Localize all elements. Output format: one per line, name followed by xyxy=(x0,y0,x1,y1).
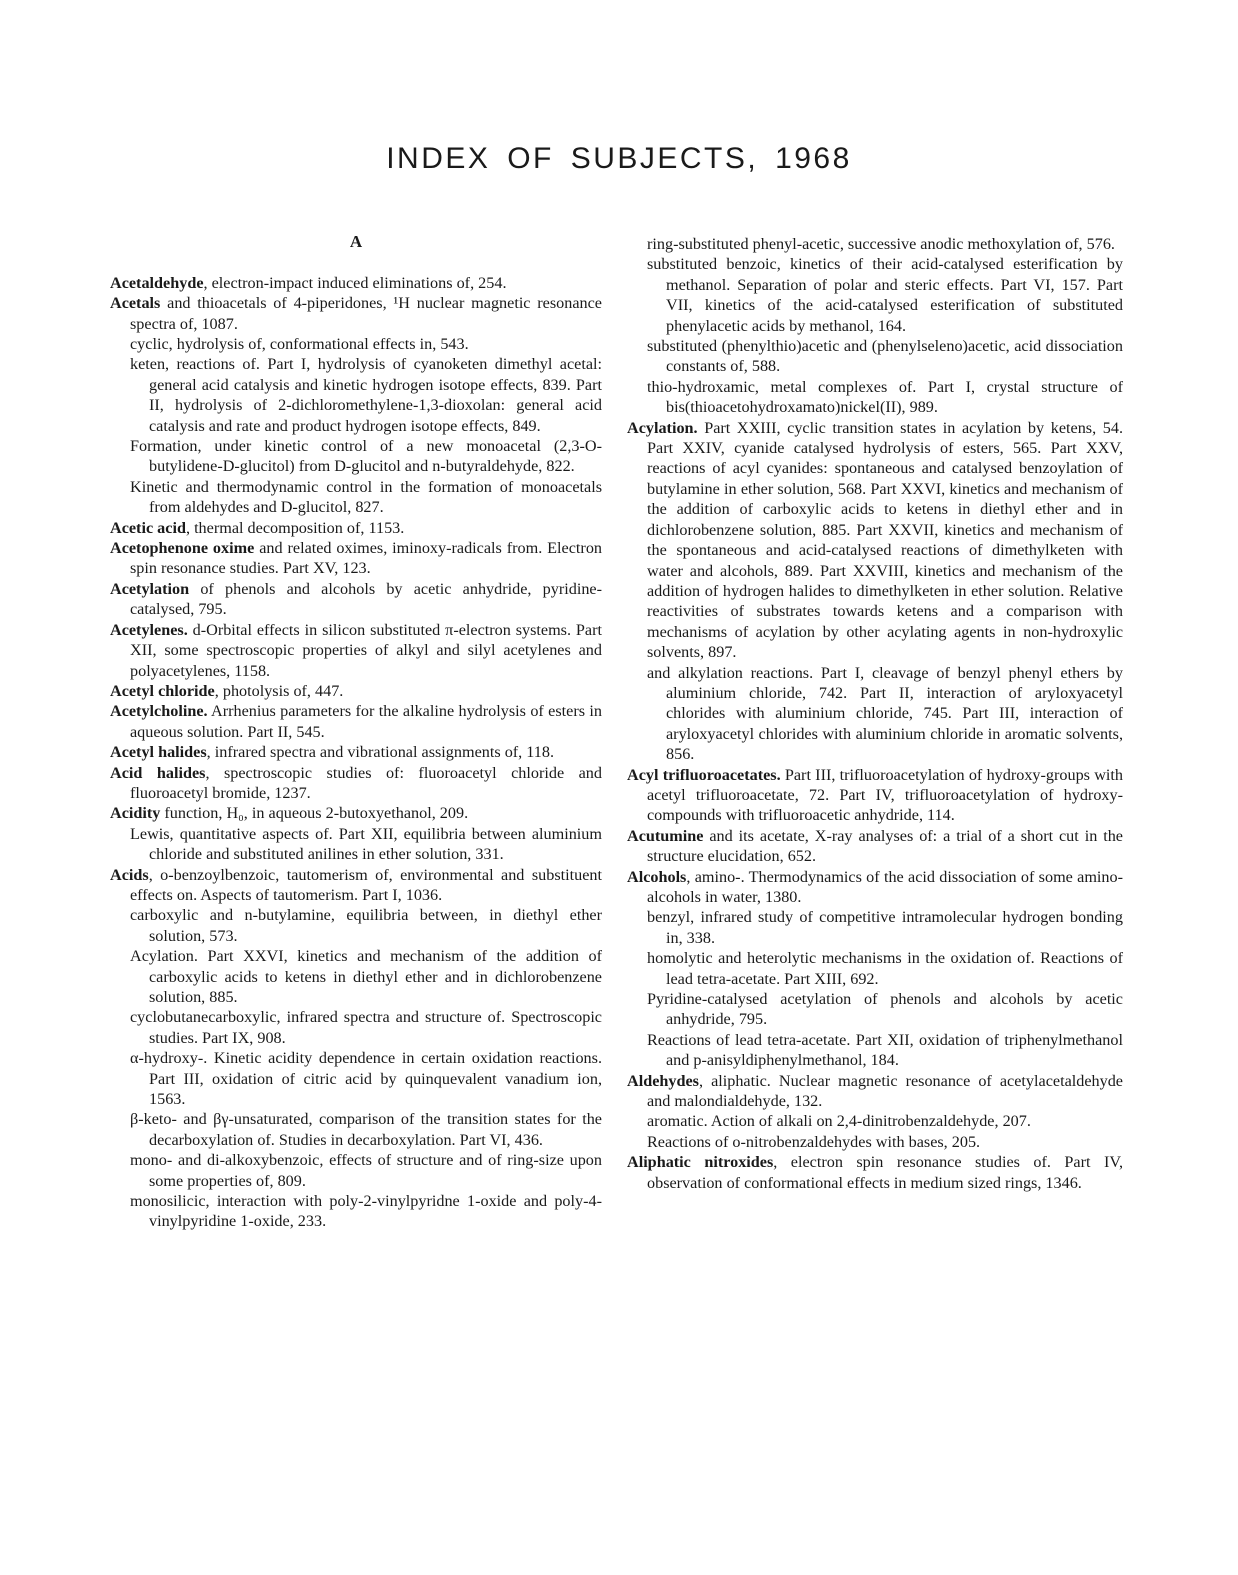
index-subentry xyxy=(627,234,1123,254)
left-entries xyxy=(110,273,602,1232)
index-subentry xyxy=(110,1150,602,1191)
index-subentry xyxy=(110,946,602,1007)
index-subentry xyxy=(110,1048,602,1109)
entry-text: Formation, under kinetic control of a new monoacetal (2,3-O-butylidene-D-glucitol) from D-glucitol and n-butyraldehyde, 822. xyxy=(130,437,602,476)
entry-text: Part XXIII, cyclic transition states in acylation by ketens, 54. Part XXIV, cyanide catalysed hydrolysis of esters, 565. Part XXV, reactions of acyl cyanides: spontaneous and catalysed benzoylation of butylamine in ether solution, 568. Part XXVI, kinetics and mechanism of the addition of carboxylic acids to ketens in diethyl ether and in dichlorobenzene solution, 885. Part XXVII, kinetics and mechanism of the spontaneous and acid-catalysed reactions of dimethylketen with water and alcohols, 889. Part XXVIII, kinetics and mechanism of the addition of hydrogen halides to dimethylketen in ether solution. Relative reactivities of substrates towards ketens and a comparison with mechanisms of acylation by other acylating agents in non-hydroxylic solvents, 897. xyxy=(647,418,1123,662)
entry-text: carboxylic and n-butylamine, equilibria between, in diethyl ether solution, 573. xyxy=(130,906,602,945)
entry-text: , infrared spectra and vibrational assignments of, 118. xyxy=(206,743,554,762)
entry-text: cyclic, hydrolysis of, conformational effects in, 543. xyxy=(130,335,469,353)
entry-text: mono- and di-alkoxybenzoic, effects of structure and of ring-size upon some properties of, 809. xyxy=(130,1151,602,1190)
entry-text: , amino-. Thermodynamics of the acid dissociation of some amino-alcohols in water, 1380. xyxy=(647,867,1123,906)
entry-heading: Acyl trifluoroacetates. xyxy=(627,765,781,784)
entry-text: of phenols and alcohols by acetic anhydride, pyridine-catalysed, 795. xyxy=(130,579,602,619)
index-subentry xyxy=(627,336,1123,377)
entry-heading: Aldehydes xyxy=(627,1071,699,1090)
entry-heading: Acetylenes. xyxy=(110,620,188,639)
entry-text: Reactions of o-nitrobenzaldehydes with bases, 205. xyxy=(647,1132,981,1151)
index-subentry xyxy=(627,989,1123,1030)
entry-text: function, H₀, in aqueous 2-butoxyethanol, 209. xyxy=(160,804,469,823)
index-entry xyxy=(110,620,602,681)
index-entry xyxy=(627,1071,1123,1112)
entry-text: d-Orbital effects in silicon substituted π-electron systems. Part XII, some spectroscopic properties of alkyl and silyl acetylenes and polyacetylenes, 1158. xyxy=(130,620,602,680)
index-subentry xyxy=(627,377,1123,418)
entry-text: , photolysis of, 447. xyxy=(214,681,344,700)
section-letter: A xyxy=(349,232,363,251)
entry-text: cyclobutanecarboxylic, infrared spectra and structure of. Spectroscopic studies. Part IX, 908. xyxy=(130,1008,602,1047)
entry-text: substituted (phenylthio)acetic and (phenylseleno)acetic, acid dissociation constants of, 588. xyxy=(647,337,1123,376)
index-column-right xyxy=(627,234,1123,1193)
entry-heading: Acetals xyxy=(110,294,161,313)
entry-text: ring-substituted phenyl-acetic, successive anodic methoxylation of, 576. xyxy=(647,235,1115,253)
entry-text: Reactions of lead tetra-acetate. Part XII, oxidation of triphenylmethanol and p-anisyldiphenylmethanol, 184. xyxy=(647,1030,1123,1070)
entry-heading: Alcohols xyxy=(627,867,687,886)
index-subentry xyxy=(110,354,602,436)
index-entry xyxy=(627,765,1123,826)
index-entry xyxy=(110,742,602,762)
entry-text: Part III, trifluoroacetylation of hydroxy-groups with acetyl trifluoroacetate, 72. Part IV, trifluoroacetylation of hydroxy-compounds with trifluoroacetic anhydride, 114. xyxy=(647,765,1123,825)
entry-text: homolytic and heterolytic mechanisms in the oxidation of. Reactions of lead tetra-acetate. Part XIII, 692. xyxy=(647,949,1123,988)
entry-heading: Acetylation xyxy=(110,579,190,598)
index-entry xyxy=(110,273,602,293)
index-subentry xyxy=(110,436,602,477)
index-subentry xyxy=(110,824,602,865)
index-entry xyxy=(110,579,602,620)
entry-text: Acylation. Part XXVI, kinetics and mechanism of the addition of carboxylic acids to ketens in diethyl ether and in dichlorobenzene solution, 885. xyxy=(130,947,602,1006)
entry-heading: Acidity xyxy=(110,804,161,823)
index-subentry xyxy=(110,334,602,354)
entry-text: and related oximes, iminoxy-radicals from. Electron spin resonance studies. Part XV, 123. xyxy=(130,539,603,578)
index-entry xyxy=(627,418,1123,663)
entry-heading: Acid halides xyxy=(110,763,206,782)
index-subentry xyxy=(627,663,1123,765)
page-title: INDEX OF SUBJECTS, 1968 xyxy=(386,142,852,175)
entry-heading: Acylation. xyxy=(627,418,698,437)
index-subentry xyxy=(627,1030,1123,1071)
entry-text: thio-hydroxamic, metal complexes of. Part I, crystal structure of bis(thioacetohydroxamato)nickel(II), 989. xyxy=(647,377,1123,417)
index-subentry xyxy=(627,1132,1123,1152)
entry-text: , aliphatic. Nuclear magnetic resonance of acetylacetaldehyde and malondialdehyde, 132. xyxy=(647,1071,1123,1111)
entry-text: Lewis, quantitative aspects of. Part XII, equilibria between aluminium chloride and substituted anilines in ether solution, 331. xyxy=(130,824,602,864)
entry-text: monosilicic, interaction with poly-2-vinylpyridne 1-oxide and poly-4-vinylpyridine 1-oxide, 233. xyxy=(130,1192,602,1231)
index-entry xyxy=(627,1152,1123,1193)
entry-text: substituted benzoic, kinetics of their acid-catalysed esterification by methanol. Separation of polar and steric effects. Part VI, 157. Part VII, kinetics of the acid-catalysed esterification of substituted phenylacetic acids by methanol, 164. xyxy=(647,255,1123,335)
entry-text: , electron-impact induced eliminations of, 254. xyxy=(203,273,507,292)
index-entry xyxy=(110,518,602,538)
entry-text: keten, reactions of. Part I, hydrolysis of cyanoketen dimethyl acetal: general acid catalysis and kinetic hydrogen isotope effects, 839. Part II, hydrolysis of 2-dichloromethylene-1,3-dioxolan: general acid catalysis and rate and product hydrogen isotope effects, 849. xyxy=(130,355,602,435)
right-entries xyxy=(627,234,1123,1193)
entry-text: and its acetate, X-ray analyses of: a trial of a short cut in the structure elucidation, 652. xyxy=(647,826,1123,866)
index-subentry xyxy=(110,1007,602,1048)
entry-heading: Acetylcholine. xyxy=(110,702,208,721)
index-entry xyxy=(110,681,602,701)
entry-heading: Acetaldehyde xyxy=(110,273,204,292)
entry-text: , o-benzoylbenzoic, tautomerism of, environmental and substituent effects on. Aspects of tautomerism. Part I, 1036. xyxy=(130,865,602,904)
entry-heading: Acids xyxy=(110,865,149,884)
index-entry xyxy=(110,803,602,823)
entry-text: aromatic. Action of alkali on 2,4-dinitrobenzaldehyde, 207. xyxy=(647,1112,1031,1131)
entry-heading: Acetic acid xyxy=(110,518,186,537)
entry-text: , electron spin resonance studies of. Part IV, observation of conformational effects in medium sized rings, 1346. xyxy=(647,1153,1124,1192)
index-subentry xyxy=(627,907,1123,948)
entry-heading: Acetyl halides xyxy=(110,743,207,762)
index-entry xyxy=(110,293,602,334)
index-entry xyxy=(110,865,602,906)
entry-text: benzyl, infrared study of competitive intramolecular hydrogen bonding in, 338. xyxy=(647,908,1123,947)
index-column-left xyxy=(110,232,602,1232)
index-entry xyxy=(627,867,1123,908)
index-entry xyxy=(627,826,1123,867)
entry-heading: Acetophenone oxime xyxy=(110,539,255,558)
index-subentry xyxy=(627,254,1123,336)
index-subentry xyxy=(110,905,602,946)
index-subentry xyxy=(110,477,602,518)
index-entry xyxy=(110,538,602,579)
entry-heading: Acetyl chloride xyxy=(110,681,215,700)
entry-text: and alkylation reactions. Part I, cleavage of benzyl phenyl ethers by aluminium chloride, 742. Part II, interaction of aryloxyacetyl chlorides with aluminium chloride, 745. Part III, interaction of aryloxyacetyl chlorides with aluminium chloride in aromatic solvents, 856. xyxy=(647,663,1123,764)
index-entry xyxy=(110,763,602,804)
entry-text: α-hydroxy-. Kinetic acidity dependence in certain oxidation reactions. Part III, oxidation of citric acid by quinquevalent vanadium ion, 1563. xyxy=(130,1049,602,1109)
entry-text: and thioacetals of 4-piperidones, ¹H nuclear magnetic resonance spectra of, 1087. xyxy=(130,294,602,333)
entry-heading: Acutumine xyxy=(627,826,704,845)
entry-heading: Aliphatic nitroxides xyxy=(627,1153,774,1172)
entry-text: Pyridine-catalysed acetylation of phenols and alcohols by acetic anhydride, 795. xyxy=(647,990,1123,1029)
entry-text: Arrhenius parameters for the alkaline hydrolysis of esters in aqueous solution. Part II, 545. xyxy=(130,702,602,741)
entry-text: , thermal decomposition of, 1153. xyxy=(185,518,405,537)
entry-text: Kinetic and thermodynamic control in the formation of monoacetals from aldehydes and D-glucitol, 827. xyxy=(130,477,602,517)
index-subentry xyxy=(627,1111,1123,1131)
index-subentry xyxy=(627,948,1123,989)
index-subentry xyxy=(110,1191,602,1232)
index-subentry xyxy=(110,1109,602,1150)
entry-text: β-keto- and βγ-unsaturated, comparison of the transition states for the decarboxylation of. Studies in decarboxylation. Part VI, 436. xyxy=(130,1110,602,1149)
entry-text: , spectroscopic studies of: fluoroacetyl chloride and fluoroacetyl bromide, 1237. xyxy=(130,763,602,802)
index-entry xyxy=(110,701,602,742)
